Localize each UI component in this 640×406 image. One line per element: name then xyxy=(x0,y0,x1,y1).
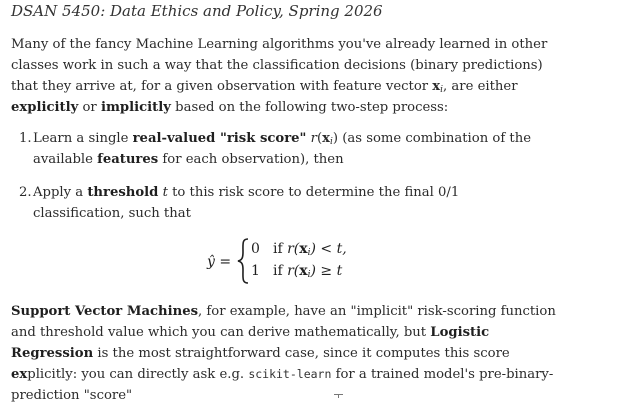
list-item-text: Learn a single xyxy=(33,131,133,146)
list-item-number: 1. xyxy=(19,131,32,146)
feature-vector-subscript: i xyxy=(307,270,311,280)
list-item-text: for each observation), then xyxy=(158,152,344,167)
list-item-number: 2. xyxy=(19,185,32,200)
feature-vector-symbol: x xyxy=(322,131,330,146)
library-code: scikit-learn xyxy=(248,367,332,381)
equation-case-row xyxy=(251,241,347,257)
feature-vector-math xyxy=(432,79,443,94)
risk-score-emphasis: real-valued "risk score" xyxy=(132,131,307,146)
intro-text: , are either xyxy=(443,79,518,94)
list-item-text: (as some combination of the available xyxy=(33,131,531,167)
closing-paragraph xyxy=(11,301,571,406)
case-value: 0 xyxy=(251,241,260,257)
list-item-text: Apply a xyxy=(33,185,88,200)
closing-text: , for example, have an "implicit" risk-scoring function and threshold value which you can derive mathematically, but xyxy=(11,304,556,340)
feature-vector-symbol: x xyxy=(299,263,308,279)
feature-vector-subscript: i xyxy=(329,137,333,147)
list-item-body xyxy=(33,182,553,224)
math-paren: ( xyxy=(316,131,323,146)
intro-paragraph xyxy=(11,34,571,118)
svm-emphasis: Support Vector Machines xyxy=(11,304,199,319)
closing-text: plicitly: you can directly ask e.g. xyxy=(27,367,249,382)
list-item-text: to this risk score to determine the final 0/1 classification, such that xyxy=(33,185,460,221)
case-if: if xyxy=(273,241,288,257)
implicitly-emphasis: implicitly xyxy=(100,100,171,115)
prediction-symbol: ŷ = xyxy=(207,254,232,270)
classification-equation xyxy=(207,238,407,290)
case-condition: ) < t, xyxy=(310,241,347,257)
logistic-regression-emphasis: Logistic Regression xyxy=(11,325,490,361)
intro-text: or xyxy=(78,100,101,115)
explicitly-emphasis: explicitly xyxy=(11,100,79,115)
math-paren: ) xyxy=(332,131,339,146)
closing-text: for a trained model's pre-binary-prediction "score" xyxy=(11,367,554,403)
feature-vector-symbol: x xyxy=(432,79,441,94)
explicit-prefix-emphasis: ex xyxy=(11,367,28,382)
threshold-symbol: t xyxy=(162,185,168,200)
intro-text: based on the following two-step process: xyxy=(170,100,449,115)
case-if: if xyxy=(273,263,288,279)
page-title: DSAN 5450: Data Ethics and Policy, Spring 2026 xyxy=(11,2,383,20)
left-brace-icon xyxy=(237,238,249,284)
text-cursor-icon xyxy=(334,394,343,398)
case-condition: r( xyxy=(287,241,300,257)
feature-vector-subscript: i xyxy=(307,248,311,258)
features-emphasis: features xyxy=(97,152,159,167)
risk-score-math xyxy=(311,131,338,146)
intro-text: Many of the fancy Machine Learning algorithms you've already learned in other classes work in such a way that the classification decisions (binary predictions) that they arrive at, for a given observation with feature vector xyxy=(11,37,548,94)
closing-text: is the most straightforward case, since it computes this score xyxy=(93,346,510,361)
feature-vector-subscript: i xyxy=(440,85,444,95)
case-condition: r( xyxy=(287,263,300,279)
risk-function-symbol: r xyxy=(310,131,317,146)
list-item-body xyxy=(33,128,553,170)
feature-vector-symbol: x xyxy=(299,241,308,257)
equation-case-row xyxy=(251,263,342,279)
case-value: 1 xyxy=(251,263,260,279)
threshold-emphasis: threshold xyxy=(87,185,159,200)
case-condition: ) ≥ t xyxy=(310,263,343,279)
